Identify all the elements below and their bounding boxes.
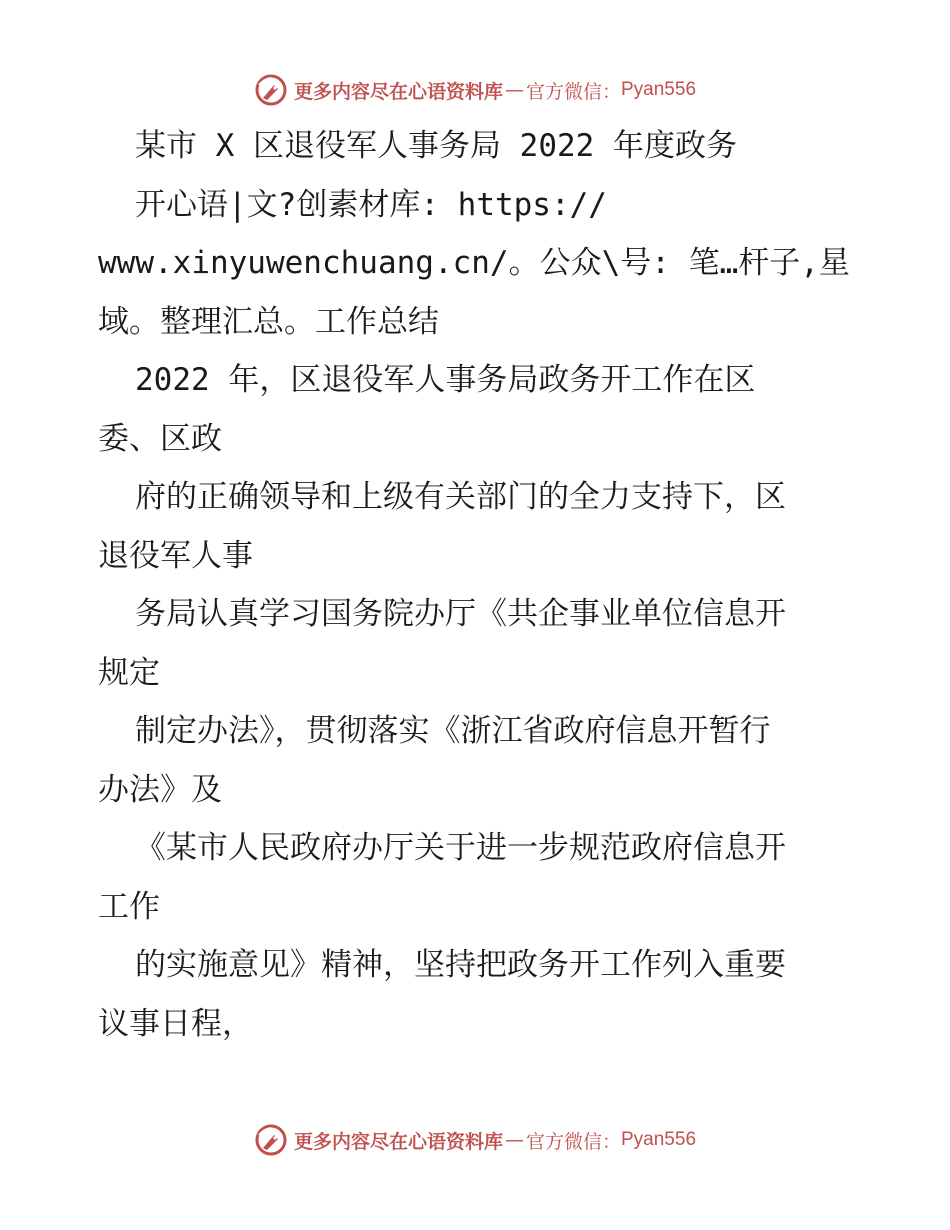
banner-official-label: 官方微信： [525, 1130, 621, 1153]
doc-line: 委、区政 [98, 420, 222, 457]
banner-dash: — [504, 1129, 524, 1151]
doc-line: 某市 X 区退役军人事务局 2022 年度政务 [135, 128, 737, 164]
banner-brand-text: 更多内容尽在心语资料库 [293, 80, 503, 103]
doc-line: 退役军人事 [98, 537, 253, 574]
doc-line: 办法》及 [98, 771, 222, 808]
doc-line: 的实施意见》精神，坚持把政务开工作列入重要 [135, 947, 786, 983]
doc-line: 开心语|文?创素材库: https:// [135, 186, 607, 223]
pen-nib-logo-icon [254, 1123, 288, 1157]
doc-line: 制定办法》，贯彻落实《浙江省政府信息开暂行 [135, 713, 771, 749]
document-body [98, 117, 858, 1053]
doc-line: 2022 年，区退役军人事务局政务开工作在区 [135, 362, 756, 398]
header-banner [0, 70, 950, 110]
banner-official-label: 官方微信： [525, 80, 621, 103]
doc-line: www.xinyuwenchuang.cn/。公众\号: 笔…杆子,星 [98, 245, 850, 281]
doc-line: 《某市人民政府办厅关于进一步规范政府信息开 [135, 830, 786, 866]
banner-wechat-handle: Pyan556 [621, 79, 697, 100]
banner-wechat-handle: Pyan556 [621, 1129, 697, 1150]
pen-nib-logo-icon [254, 73, 288, 107]
footer-banner [0, 1120, 950, 1160]
doc-line: 务局认真学习国务院办厅《共企事业单位信息开 [135, 596, 786, 632]
doc-line: 府的正确领导和上级有关部门的全力支持下，区 [135, 479, 786, 515]
banner-brand-text: 更多内容尽在心语资料库 [293, 1130, 503, 1153]
doc-line: 规定 [98, 654, 160, 691]
banner-dash: — [504, 79, 524, 101]
doc-line: 域。整理汇总。工作总结 [98, 303, 439, 340]
doc-line: 工作 [98, 888, 160, 925]
doc-line: 议事日程， [98, 1005, 253, 1042]
